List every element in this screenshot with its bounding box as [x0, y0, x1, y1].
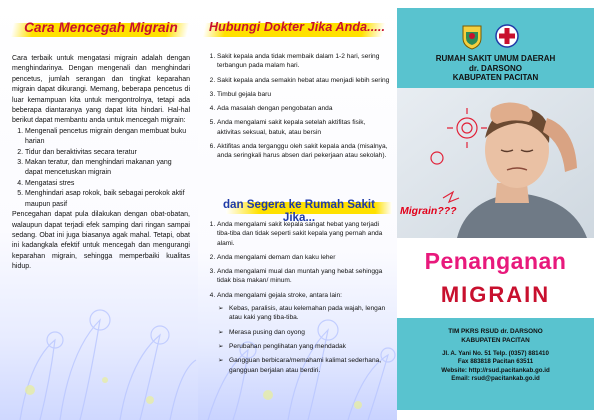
hospital-line: dr. DARSONO — [469, 63, 522, 73]
hospital-cross-logo-icon — [495, 24, 519, 48]
hospital-reason: 3. Anda mengalami mual dan muntah yang hebat sehingga tidak bisa makan/ minum. — [217, 267, 390, 286]
stroke-sign: ➢ Perubahan penglihatan yang mendadak — [229, 342, 390, 351]
doctor-reason: 2. Sakit kepala anda semakin hebat atau menjadi lebih sering — [217, 76, 390, 85]
bottom-strip — [397, 410, 594, 420]
prevention-title: Cara Mencegah Migrain — [24, 20, 178, 35]
team-name — [397, 328, 594, 345]
stroke-sign: ➢ Gangguan berbicara/memahami kalimat sederhana, gangguan berjalan atau berdiri. — [229, 356, 390, 375]
address: Jl. A. Yani No. 51 Telp. (0357) 881410 — [442, 350, 549, 357]
stroke-sign: ➢ Merasa pusing dan oyong — [229, 328, 390, 337]
doctor-reason: 3. Timbul gejala baru — [217, 90, 390, 99]
stroke-sign-list — [217, 304, 390, 375]
hospital-line: KABUPATEN PACITAN — [452, 73, 539, 82]
panel-cover — [397, 0, 594, 420]
doctor-reasons — [204, 52, 390, 166]
doctor-reason-list — [204, 52, 390, 161]
hospital-name — [397, 54, 594, 83]
contact-info — [397, 350, 594, 384]
doctor-reason: 6. Aktifitas anda terganggu oleh sakit kepala anda (misalnya, anda seringkali harus absen dari pekerjaan atau sekolah). — [217, 142, 390, 161]
hospital-reasons — [204, 220, 390, 380]
hospital-reason: 1. Anda mengalami sakit kepala sangat hebat yang terjadi tiba-tiba dan tidak seperti sakit kepala yang pernah anda alami. — [217, 220, 390, 248]
prevention-step: 1. Mengenali pencetus migrain dengan membuat buku harian — [25, 127, 190, 148]
prevention-body — [12, 54, 190, 273]
doctor-reason: 1. Sakit kepala anda tidak membaik dalam 1-2 hari, sering terbangun pada malam hari. — [217, 52, 390, 71]
prevention-intro: Cara terbaik untuk mengatasi migrain adalah dengan menghindarinya. Dengan mengenali dan menghindari pencetus, jumlah serangan dan tingkat keparahan migrain dapat dikurangi. Memang, beberapa pencetus di luar kemampuan kita untuk mengontrolnya, tetapi ada beberapa diantaranya yang dapat kita hindari. Hal-hal berikut dapat membantu anda untuk mencegah migrain: — [12, 55, 190, 125]
team-line: TIM PKRS RSUD dr. DARSONO — [448, 328, 543, 335]
stroke-intro: Anda mengalami gejala stroke, antara lain: — [217, 291, 342, 299]
prevention-title-banner — [12, 18, 190, 40]
doctor-reason: 5. Anda mengalami sakit kepala setelah aktifitas fisik, aktivitas seksual, batuk, atau bersin — [217, 118, 390, 137]
panel-when-to-see-doctor — [198, 0, 397, 420]
prevention-closing: Pencegahan dapat pula dilakukan dengan obat-obatan, walaupun dapat terjadi efek samping dari ringan sampai sedang. Obat ini juga biasanya agak mahal. Tetapi, obat ini kadangkala efektif untuk mencegah dan mengurangi keparahan migrain, sehingga memperbaiki kualitas hidup. — [12, 211, 190, 271]
cover-footer — [397, 318, 594, 410]
floral-decoration — [0, 280, 198, 420]
hospital-line: RUMAH SAKIT UMUM DAERAH — [435, 54, 556, 63]
team-line: KABUPATEN PACITAN — [461, 336, 530, 344]
panel-prevention — [0, 0, 198, 420]
migrain-question-tag: Migrain??? — [400, 205, 457, 217]
prevention-step: 5. Menghindari asap rokok, baik sebagai perokok aktif maupun pasif — [25, 189, 190, 210]
hospital-reason-list — [204, 220, 390, 375]
fax: Fax 883818 Pacitan 63511 — [457, 358, 534, 366]
cover-heading-migrain: MIGRAIN — [440, 282, 551, 307]
hospital-subtitle-banner — [206, 196, 392, 224]
prevention-step: 3. Makan teratur, dan menghindari makanan yang dapat mencetuskan migrain — [25, 158, 190, 179]
doctor-title-banner — [204, 18, 390, 40]
website: Website: http://rsud.pacitankab.go.id — [441, 366, 550, 374]
hospital-reason — [217, 291, 390, 375]
prevention-step: 2. Tidur dan beraktivitas secara teratur — [25, 148, 190, 158]
email: Email: rsud@pacitankab.go.id — [451, 375, 540, 383]
stroke-sign: ➢ Kebas, paralisis, atau kelemahan pada wajah, lengan atau kaki yang tiba-tiba. — [229, 304, 390, 323]
pacitan-emblem-icon — [461, 24, 483, 50]
doctor-reason: 4. Ada masalah dengan pengobatan anda — [217, 104, 390, 113]
hospital-subtitle: dan Segera ke Rumah Sakit Jika... — [222, 198, 376, 224]
prevention-steps — [12, 127, 190, 210]
doctor-title: Hubungi Dokter Jika Anda..... — [208, 20, 386, 34]
prevention-step: 4. Mengatasi stres — [25, 179, 190, 189]
hospital-reason: 2. Anda mengalami demam dan kaku leher — [217, 253, 390, 262]
cover-heading-penanganan: Penanganan — [424, 248, 567, 274]
